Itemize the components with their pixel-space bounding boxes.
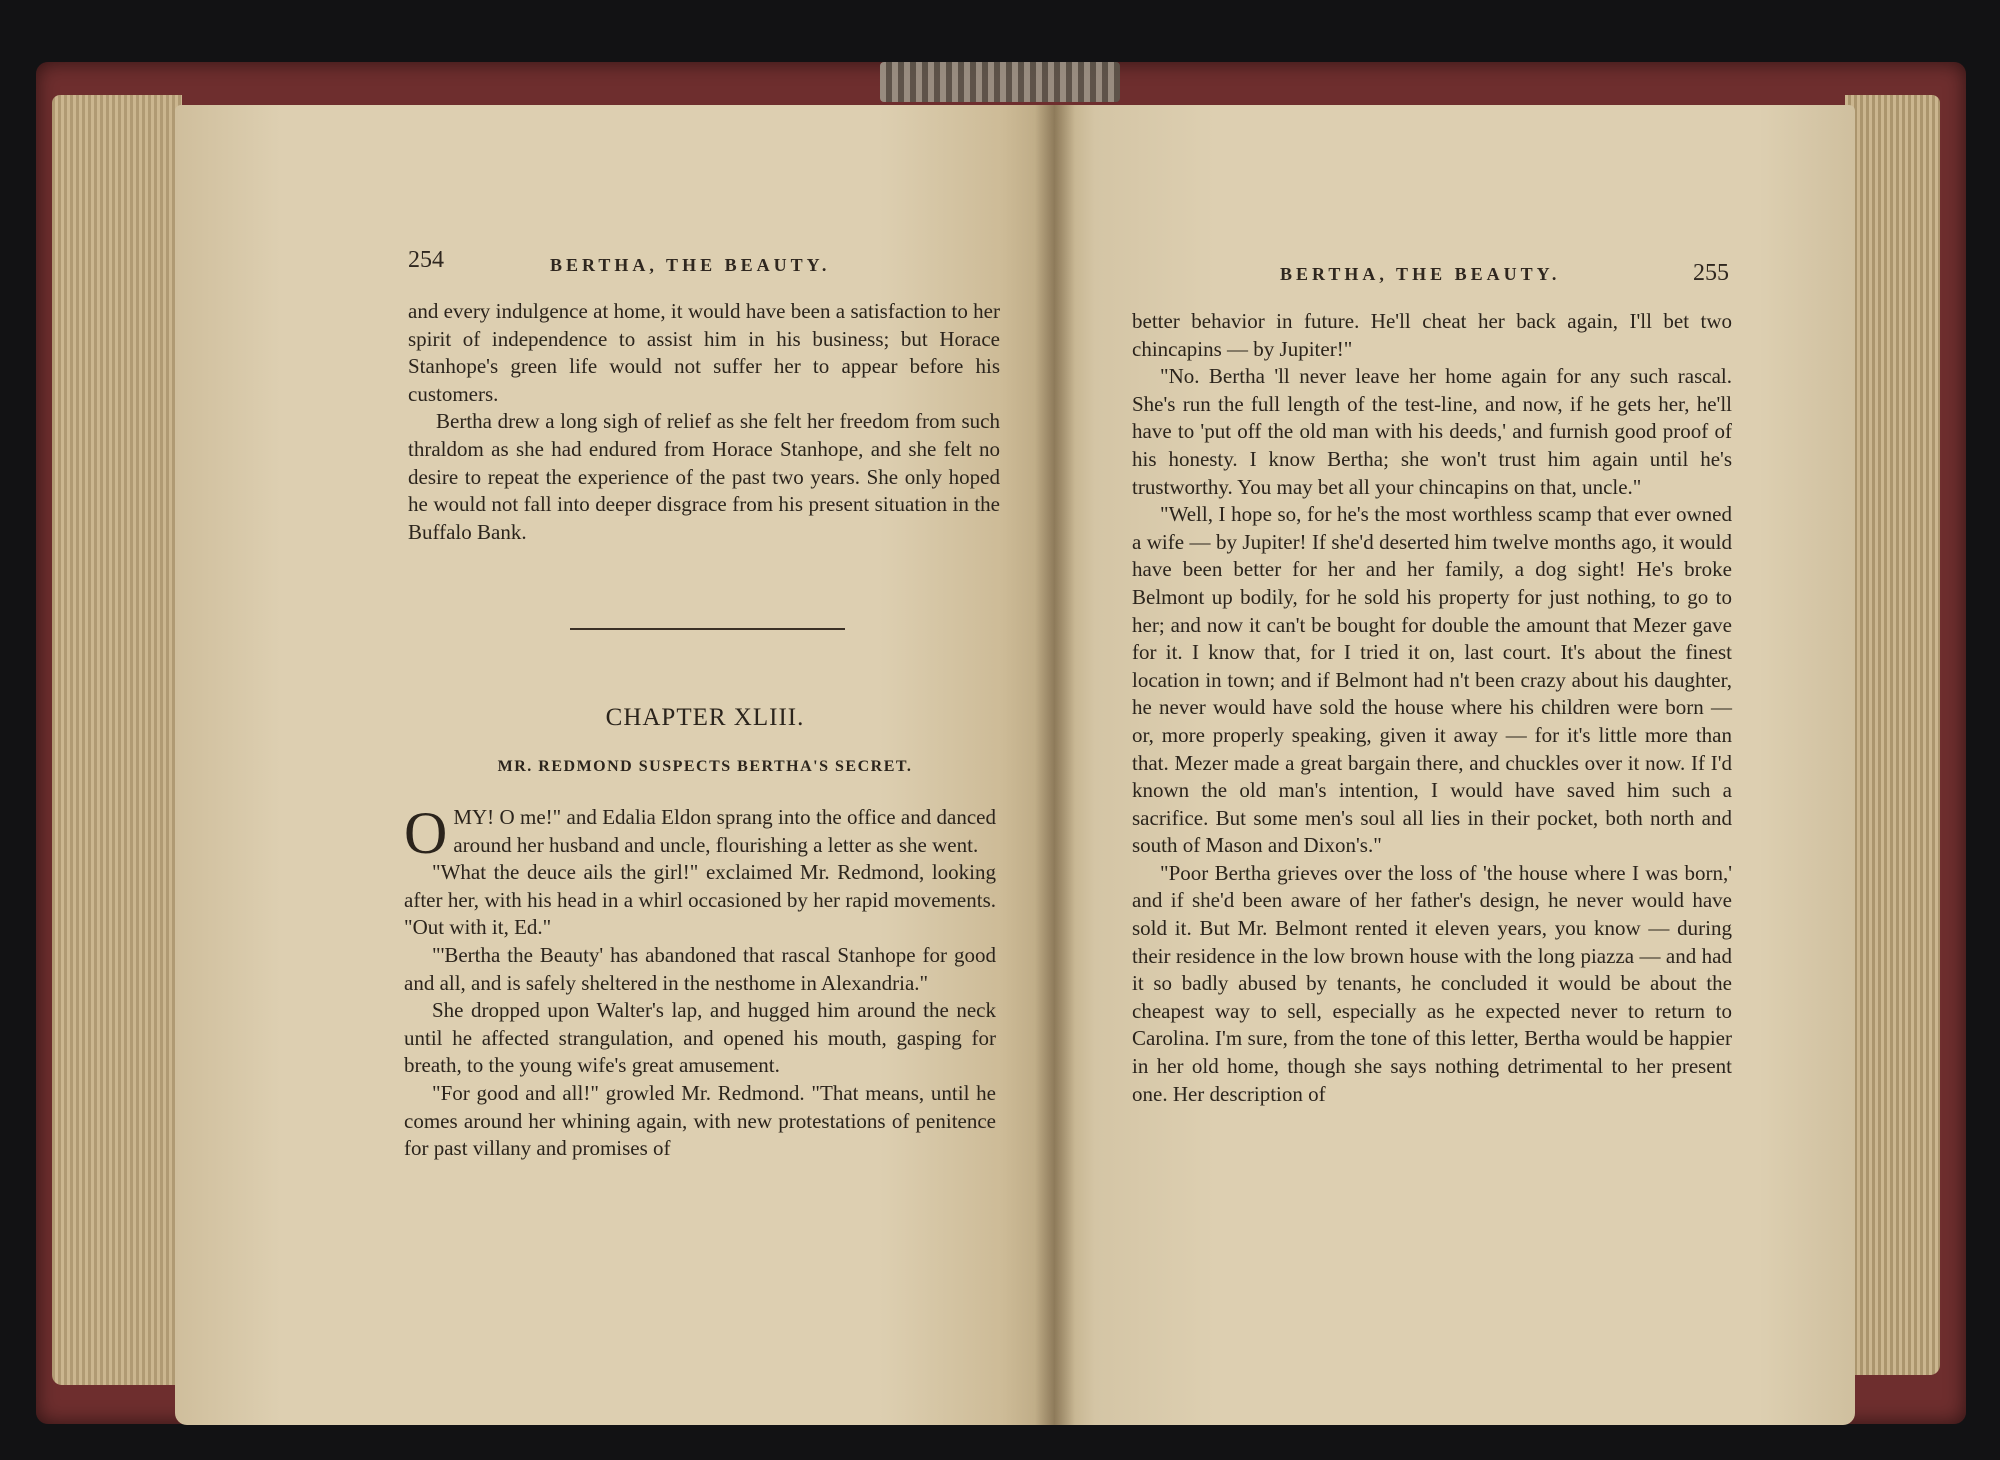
paragraph: "Poor Bertha grieves over the loss of 'the house where I was born,' and if she'd been aware of her father's design, he never would have sold it. But Mr. Belmont rented it eleven years, you know — during their residence in the low brown house with the long piazza — and had it so badly abused by tenants, he concluded it would be about the cheapest way to sell, especially as he expected never to return to Carolina. I'm sure, from the tone of this letter, Bertha would be happier in her old home, though she says nothing detrimental to her present one. Her description of (1132, 860, 1732, 1106)
paragraph: "'Bertha the Beauty' has abandoned that rascal Stanhope for good and all, and is safely sheltered in the nesthome in Alexandria." (404, 942, 996, 995)
book-spine (880, 62, 1120, 102)
running-head-left: BERTHA, THE BEAUTY. (550, 255, 831, 275)
page-edges-right (1845, 95, 1940, 1375)
drop-cap: O (404, 800, 448, 866)
page-number-right: 255 (1693, 260, 1729, 286)
chapter-subtitle: MR. REDMOND SUSPECTS BERTHA'S SECRET. (497, 758, 913, 775)
left-bottom-text (404, 800, 996, 1163)
chapter-divider (570, 628, 845, 630)
paragraph: and every indulgence at home, it would have been a satisfaction to her spirit of independence to assist him in his business; but Horace Stanhope's green life would not suffer her to appear before his customers. (408, 299, 1000, 406)
paragraph: "What the deuce ails the girl!" exclaimed Mr. Redmond, looking after her, with his head in a whirl occasioned by her rapid movements. "Out with it, Ed." (404, 860, 996, 940)
page-gutter (1035, 105, 1075, 1425)
opening-paragraph (404, 800, 996, 866)
opening-paragraph-text: MY! O me!" and Edalia Eldon sprang into the office and danced around her husband and uncle, flourishing a letter as she went. (453, 805, 996, 857)
paragraph: Bertha drew a long sigh of relief as she felt her freedom from such thraldom as she had endured from Horace Stanhope, and she felt no desire to repeat the experience of the past two years. She only hoped he would not fall into deeper disgrace from his present situation in the Buffalo Bank. (408, 409, 1000, 544)
page-number-left: 254 (408, 247, 444, 273)
paragraph: She dropped upon Walter's lap, and hugged him around the neck until he affected strangulation, and opened his mouth, gasping for breath, to the young wife's great amusement. (404, 998, 996, 1078)
paragraph: better behavior in future. He'll cheat her back again, I'll bet two chincapins — by Jupiter!" (1132, 309, 1732, 361)
chapter-title: CHAPTER XLIII. (605, 704, 805, 731)
page-edges-left (52, 95, 182, 1385)
paragraph: "Well, I hope so, for he's the most worthless scamp that ever owned a wife — by Jupiter! If she'd deserted him twelve months ago, it would have been better for her and her family, a dog sight! He's broke Belmont up bodily, for he sold his property for just nothing, to go to her; and now it can't be bought for double the amount that Mezer gave for it. I know that, for I tried it on, last court. It's about the finest location in town; and if Belmont had n't been crazy about his daughter, he never would have sold the house where his children were born — or, more properly speaking, given it away — for it's little more than that. Mezer made a great bargain there, and chuckles over it now. If I'd known the old man's intention, I would have saved him such a sacrifice. But some men's soul all lies in their pocket, both north and south of Mason and Dixon's." (1132, 502, 1732, 858)
right-text (1132, 308, 1732, 1108)
paragraph: "For good and all!" growled Mr. Redmond. "That means, until he comes around her whining again, with new protestations of penitence for past villany and promises of (404, 1080, 996, 1161)
left-top-text (408, 298, 1000, 546)
running-head-right: BERTHA, THE BEAUTY. (1280, 264, 1561, 284)
paragraph: "No. Bertha 'll never leave her home again for any such rascal. She's run the full length of the test-line, and now, if he gets her, he'll have to 'put off the old man with his deeds,' and furnish good proof of his honesty. I know Bertha; she won't trust him again until he's trustworthy. You may bet all your chincapins on that, uncle." (1132, 364, 1732, 499)
